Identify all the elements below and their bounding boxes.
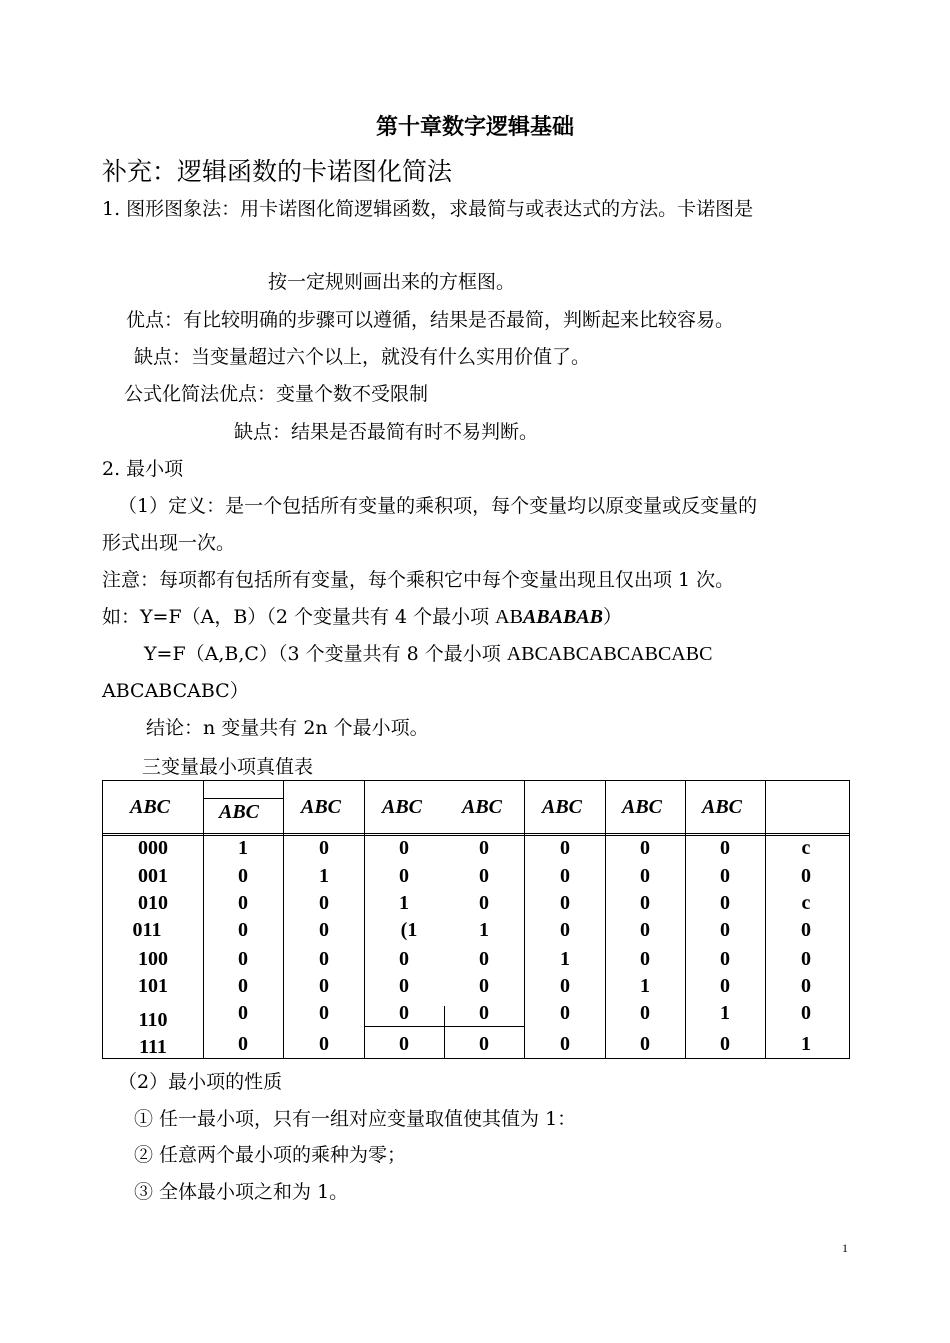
example-three-variables-cont: ABCABCABC） [102, 680, 249, 702]
property-item: ③ 全体最小项之和为 1。 [134, 1181, 349, 1203]
table-cell: 0 [479, 1002, 489, 1024]
example-two-variables-suffix: ） [603, 606, 623, 628]
table-cell: 0 [319, 892, 329, 914]
table-header-rule [103, 833, 849, 834]
table-cell: c [801, 837, 811, 859]
table-cell: c [801, 892, 811, 914]
table-cell: 1 [640, 975, 650, 997]
table-cell: 0 [560, 1033, 570, 1055]
table-cell: 0 [560, 1002, 570, 1024]
formula-advantages: 公式化简法优点：变量个数不受限制 [124, 383, 429, 405]
table-cell: 0 [319, 1033, 329, 1055]
section-2-heading: 2. 最小项 [102, 458, 184, 480]
table-header-m5: ABC [622, 796, 663, 818]
table-cell: 0 [479, 1033, 489, 1055]
minterm-truth-table [102, 780, 850, 1059]
table-cell: 0 [640, 919, 650, 941]
table-cell: 0 [720, 975, 730, 997]
table-cell: 0 [560, 865, 570, 887]
table-cell: 0 [238, 1033, 248, 1055]
table-cell: 0 [640, 865, 650, 887]
row-label: 000 [138, 837, 168, 859]
property-item: ① 任一最小项，只有一组对应变量取值使其值为 1： [134, 1108, 577, 1130]
table-header-split [203, 798, 283, 799]
table-cell: 0 [720, 1033, 730, 1055]
table-cell: 1 [479, 919, 489, 941]
table-cell: 0 [640, 837, 650, 859]
table-cell: 0 [640, 1033, 650, 1055]
table-cell: 0 [479, 837, 489, 859]
para-1-line1: 1. 图形图象法：用卡诺图化简逻辑函数，求最简与或表达式的方法。卡诺图是 [102, 198, 754, 220]
example-two-variables-terms: ABABAB [522, 606, 604, 628]
table-cell: 0 [319, 919, 329, 941]
table-header-m0: ABC [219, 801, 260, 823]
table-cell: 0 [720, 892, 730, 914]
section-subtitle: 补充：逻辑函数的卡诺图化简法 [102, 157, 453, 186]
para-1-line2: 按一定规则画出来的方框图。 [268, 271, 516, 293]
conclusion: 结论：n 变量共有 2n 个最小项。 [146, 717, 429, 739]
table-cell: 0 [319, 1002, 329, 1024]
table-cell: 1 [399, 892, 409, 914]
table-cell: 0 [560, 975, 570, 997]
table-cell: 1 [560, 948, 570, 970]
table-cell: 0 [640, 948, 650, 970]
table-cell: 1 [801, 1033, 811, 1055]
table-cell: 0 [479, 892, 489, 914]
disadvantages: 缺点：当变量超过六个以上，就没有什么实用价值了。 [134, 346, 591, 368]
table-cell: 0 [801, 865, 811, 887]
table-cell: 0 [560, 892, 570, 914]
table-cell: 0 [399, 948, 409, 970]
table-cell: 0 [560, 919, 570, 941]
table-cell: 0 [399, 1002, 409, 1024]
table-cell: 0 [720, 919, 730, 941]
table-cell: 0 [640, 892, 650, 914]
table-cell: 0 [801, 948, 811, 970]
table-cell: 1 [720, 1002, 730, 1024]
table-cell: 0 [238, 948, 248, 970]
example-three-variables [144, 642, 712, 666]
table-cell: 0 [238, 892, 248, 914]
example-three-variables-terms: ABCABCABCABCABC [506, 643, 713, 665]
formula-disadvantages: 缺点：结果是否最简有时不易判断。 [234, 421, 539, 443]
example-two-variables [102, 605, 622, 629]
table-cell: 1 [238, 837, 248, 859]
table-cell: 0 [238, 919, 248, 941]
table-cell: 0 [319, 975, 329, 997]
table-cell: 0 [319, 837, 329, 859]
table-cell: 0 [801, 1002, 811, 1024]
table-cell: 0 [238, 865, 248, 887]
table-cell: 0 [399, 975, 409, 997]
properties-heading: （2）最小项的性质 [118, 1071, 283, 1093]
row-label: 110 [138, 1009, 168, 1031]
example-two-variables-text: 如：Y=F（A，B）（2 个变量共有 4 个最小项 [102, 606, 496, 628]
table-header-m2: ABC [382, 796, 423, 818]
table-cell: 0 [399, 1033, 409, 1055]
note: 注意：每项都有包括所有变量，每个乘积它中每个变量出现且仅出项 1 次。 [102, 569, 735, 591]
table-cell: 0 [319, 948, 329, 970]
example-three-variables-text: Y=F（A,B,C）（3 个变量共有 8 个最小项 [144, 643, 507, 665]
table-cell: 1 [319, 865, 329, 887]
page-title: 第十章数字逻辑基础 [375, 115, 574, 140]
row-label: 101 [138, 975, 168, 997]
table-header-m1: ABC [301, 796, 342, 818]
table-header-m3: ABC [462, 796, 503, 818]
example-two-variables-term-ab: AB [495, 606, 523, 628]
table-cell: 0 [479, 975, 489, 997]
property-item: ② 任意两个最小项的乘种为零； [134, 1144, 407, 1166]
table-header-m4: ABC [542, 796, 583, 818]
table-cell: 0 [479, 948, 489, 970]
table-cell: 0 [720, 865, 730, 887]
page-number: 1 [842, 1241, 848, 1255]
table-cell: 0 [238, 975, 248, 997]
table-cell: 0 [801, 919, 811, 941]
row-label: 111 [139, 1036, 167, 1058]
table-header-m6: ABC [702, 796, 743, 818]
row-label: 011 [132, 919, 162, 941]
table-cell: 0 [720, 948, 730, 970]
table-cell: 0 [640, 1002, 650, 1024]
table-caption: 三变量最小项真值表 [142, 756, 314, 778]
table-cell: 0 [238, 1002, 248, 1024]
table-cell: 0 [560, 837, 570, 859]
table-cell: (1 [400, 919, 418, 941]
definition-line2: 形式出现一次。 [102, 532, 236, 554]
table-cell: 0 [479, 865, 489, 887]
row-label: 100 [138, 948, 168, 970]
advantages: 优点：有比较明确的步骤可以遵循，结果是否最简，判断起来比较容易。 [126, 309, 735, 331]
table-cell: 0 [720, 837, 730, 859]
row-label: 001 [138, 865, 168, 887]
table-cell: 0 [399, 865, 409, 887]
table-cell: 0 [801, 975, 811, 997]
row-label: 010 [138, 892, 168, 914]
table-header-abc: ABC [130, 796, 171, 818]
definition-line1: （1）定义：是一个包括所有变量的乘积项，每个变量均以原变量或反变量的 [118, 495, 758, 517]
table-cell: 0 [399, 837, 409, 859]
